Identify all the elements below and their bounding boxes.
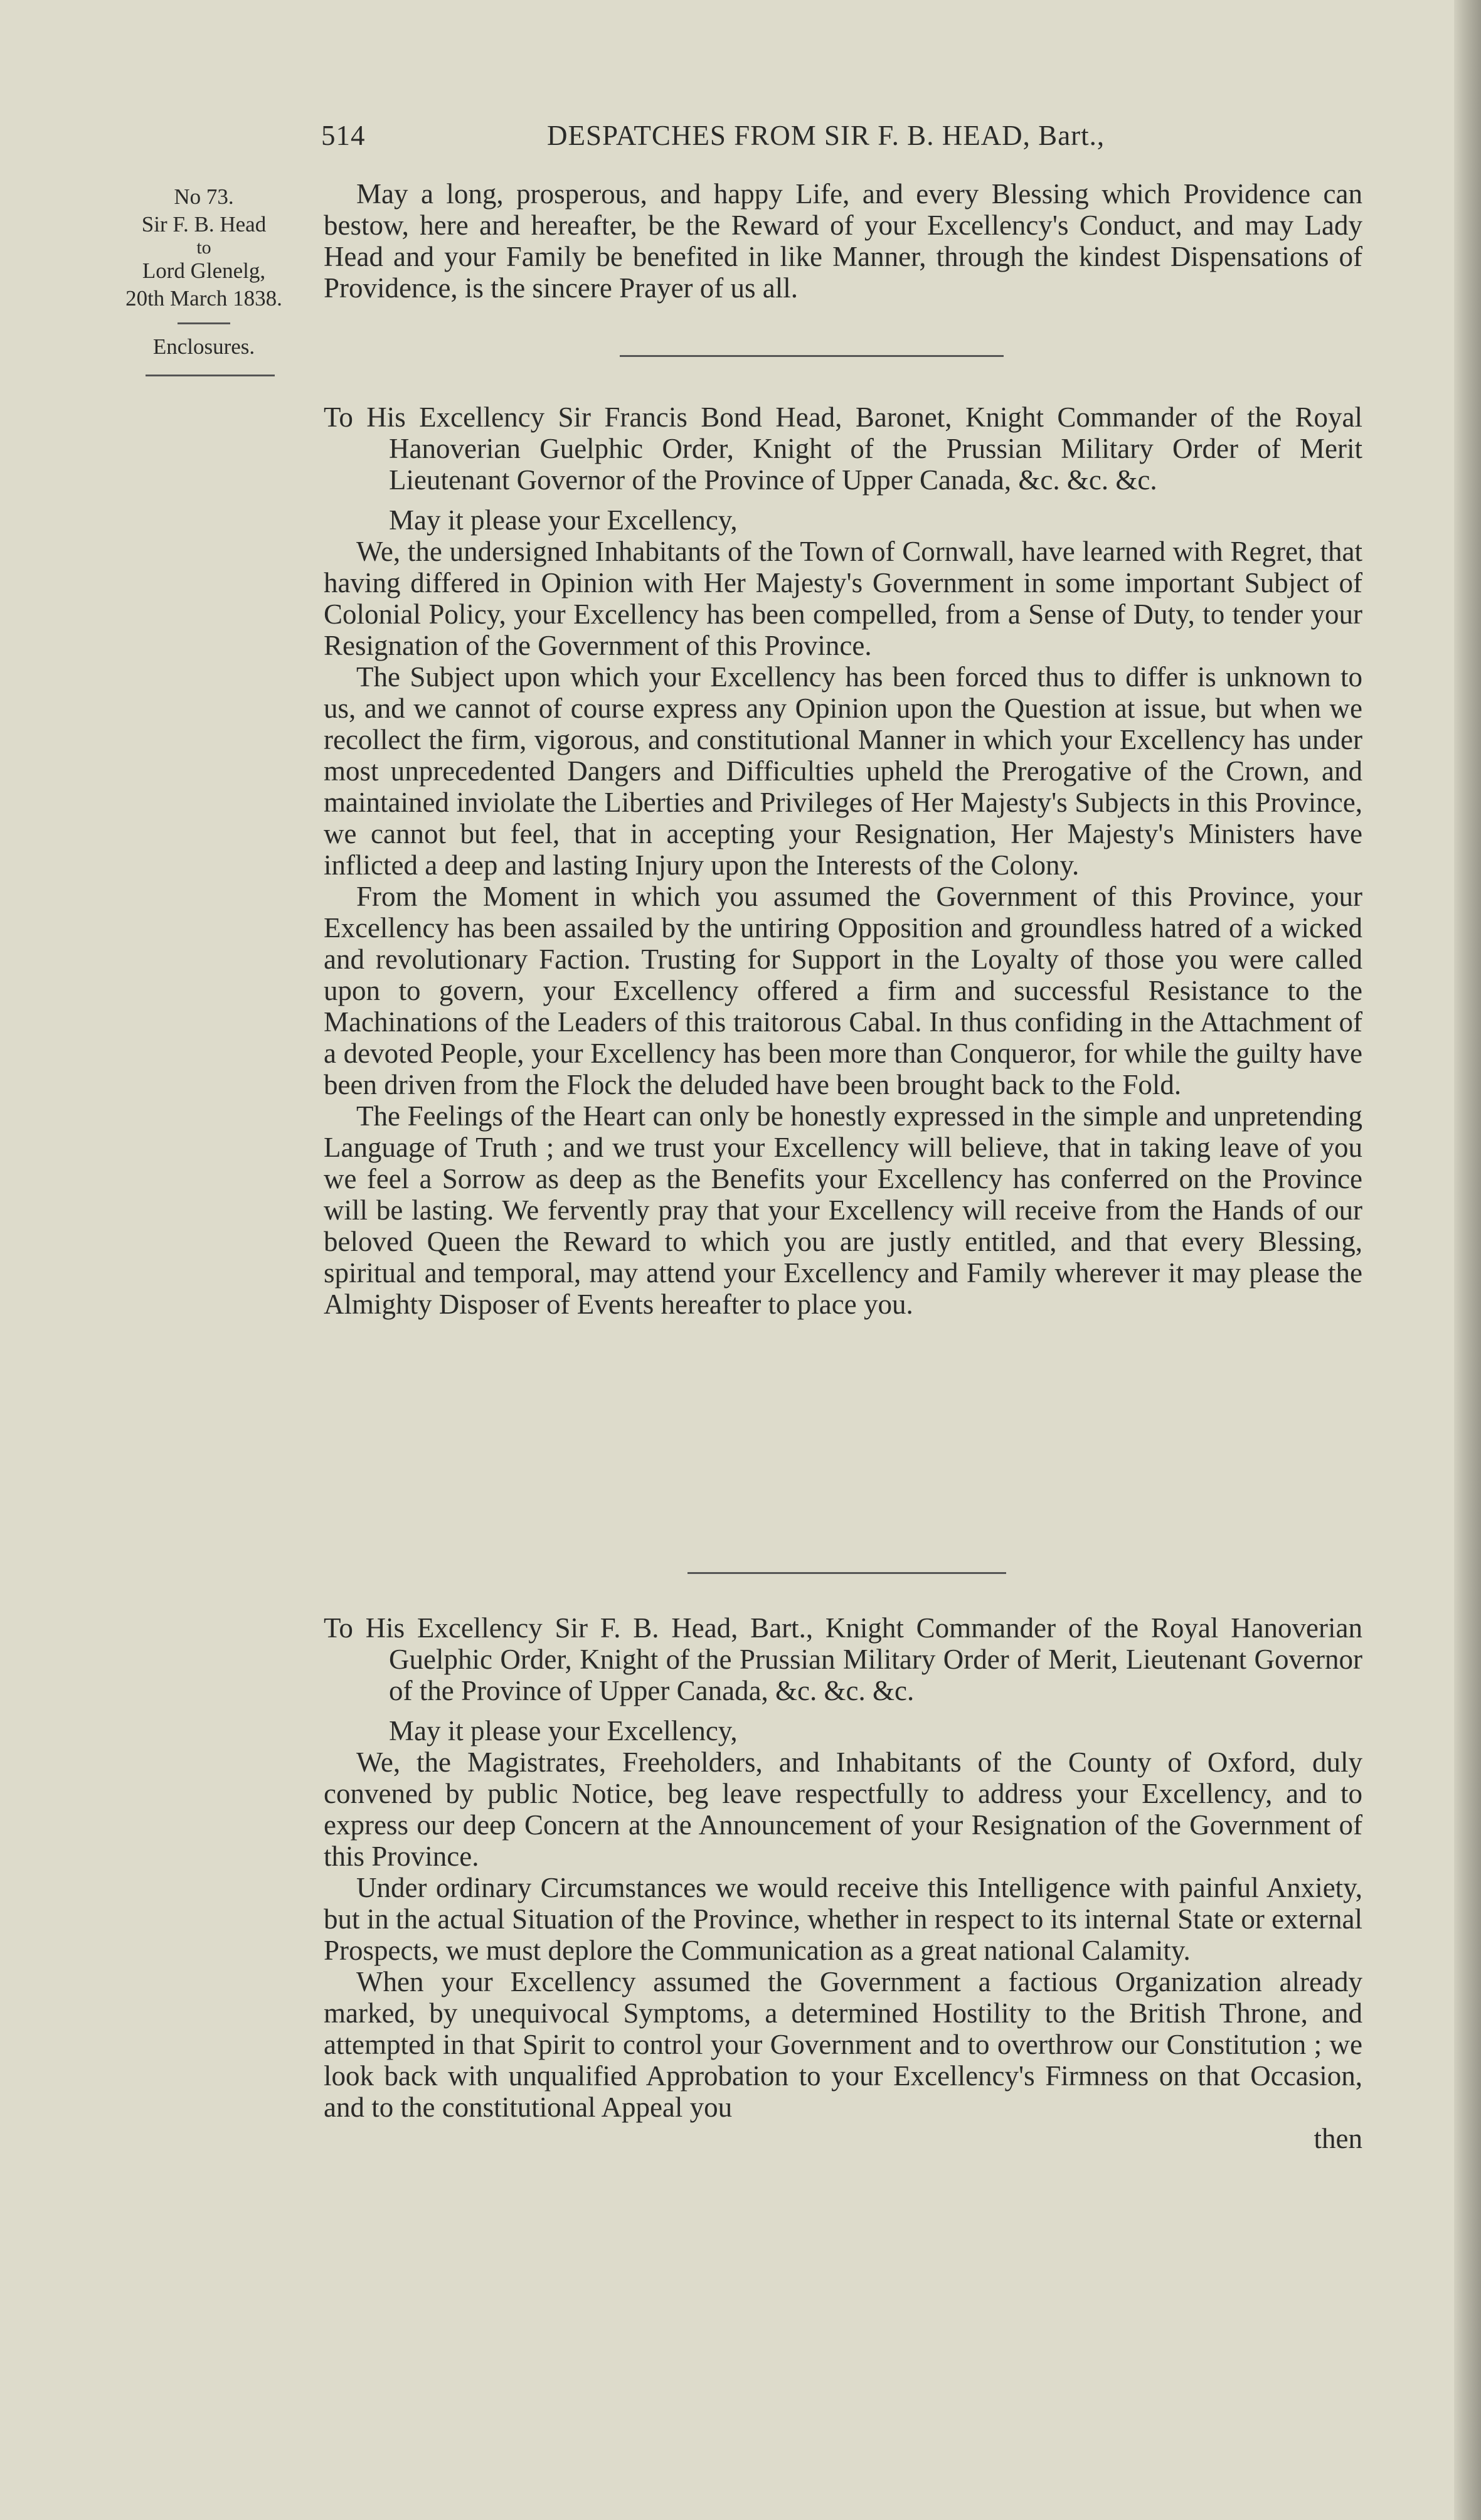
paragraph: The Subject upon which your Excellency has been forced thus to differ is unknown to us, and we cannot of course express any Opinion upon the Question at issue, but when we recollect the firm, vigorous, and constitutional Manner in which your Excellency has under most unprecedented Dangers and Difficulties upheld the Prerogative of the Crown, and maintained inviolate the Liberties and Privileges of Her Majesty's Subjects in this Province, we cannot but feel, that in accepting your Resignation, Her Majesty's Ministers have inflicted a deep and lasting Injury upon the Interests of the Colony. (324, 661, 1362, 881)
margin-divider-lower (146, 375, 275, 376)
intro-paragraph: May a long, prosperous, and happy Life, and every Blessing which Providence can bestow, here and hereafter, be the Reward of your Excellency's Conduct, and may Lady Head and your Family be benefited in like Manner, through the kindest Dispensations of Providence, is the sincere Prayer of us all. (324, 178, 1362, 304)
paragraph: When your Excellency assumed the Government a factious Organization already marked, by unequivocal Symptoms, a determined Hostility to the British Throne, and attempted in that Spirit to control your Government and to overthrow our Constitution ; we look back with unqualified Approbation to your Excellency's Firmness on that Occasion, and to the constitutional Appeal you (324, 1966, 1362, 2123)
enclosures-label: Enclosures. (152, 334, 255, 359)
despatch-recipient: Lord Glenelg, (142, 258, 266, 283)
paragraph: We, the undersigned Inhabitants of the Town of Cornwall, have learned with Regret, that having differed in Opinion with Her Majesty's Government in some important Subject of Colonial Policy, your Excellency has been compelled, from a Sense of Duty, to tender your Resignation of the Government of this Province. (324, 536, 1362, 661)
running-head: DESPATCHES FROM SIR F. B. HEAD, Bart., (547, 120, 1105, 151)
paragraph: We, the Magistrates, Freeholders, and Inhabitants of the County of Oxford, duly convened by public Notice, beg leave respectfully to address your Excellency, and to express our deep Concern at the Announcement of your Resignation of the Government of this Province. (324, 1746, 1362, 1872)
salutation: May it please your Excellency, (389, 1715, 738, 1746)
page-number: 514 (321, 120, 366, 151)
address-heading: To His Excellency Sir Francis Bond Head, Baronet, Knight Commander of the Royal Hanoverian Guelphic Order, Knight of the Prussian Military Order of Merit Lieutenant Governor of the Province of Upper Canada, &c. &c. &c. (324, 401, 1362, 496)
address-heading: To His Excellency Sir F. B. Head, Bart., Knight Commander of the Royal Hanoverian Guelphic Order, Knight of the Prussian Military Order of Merit, Lieutenant Governor of the Province of Upper Canada, &c. &c. &c. (324, 1612, 1362, 1706)
paragraph: Under ordinary Circumstances we would receive this Intelligence with painful Anxiety, but in the actual Situation of the Province, whether in respect to its internal State or external Prospects, we must deplore the Communication as a great national Calamity. (324, 1872, 1362, 1966)
page-edge-shadow (1454, 0, 1481, 2520)
catchword: then (1314, 2123, 1362, 2154)
paragraph: From the Moment in which you assumed the Government of this Province, your Excellency has been assailed by the untiring Opposition and groundless hatred of a wicked and revolutionary Faction. Trusting for Support in the Loyalty of those you were called upon to govern, your Excellency offered a firm and successful Resistance to the Machinations of the Leaders of this traitorous Cabal. In thus confiding in the Attachment of a devoted People, your Excellency has been more than Conqueror, for while the guilty have been driven from the Flock the deluded have been brought back to the Fold. (324, 881, 1362, 1100)
paragraph: The Feelings of the Heart can only be honestly expressed in the simple and unpretending Language of Truth ; and we trust your Excellency will believe, that in taking leave of you we feel a Sorrow as deep as the Benefits your Excellency has conferred on the Province will be lasting. We fervently pray that your Excellency will receive from the Hands of our beloved Queen the Reward to which you are justly entitled, and that every Blessing, spiritual and temporal, may attend your Excellency and Family wherever it may please the Almighty Disposer of Events hereafter to place you. (324, 1100, 1362, 1320)
salutation: May it please your Excellency, (389, 504, 738, 536)
page-header (321, 119, 1362, 157)
address-oxford (324, 1612, 1362, 2154)
despatch-date: 20th March 1838. (125, 286, 282, 311)
margin-note (113, 183, 295, 376)
intro-block (324, 178, 1362, 304)
section-divider (620, 355, 1004, 357)
despatch-sender: Sir F. B. Head (141, 212, 267, 237)
margin-divider (178, 322, 230, 324)
despatch-number: No 73. (174, 184, 234, 209)
section-divider (687, 1572, 1006, 1574)
despatch-to: to (196, 237, 211, 258)
address-cornwall (324, 401, 1362, 1320)
